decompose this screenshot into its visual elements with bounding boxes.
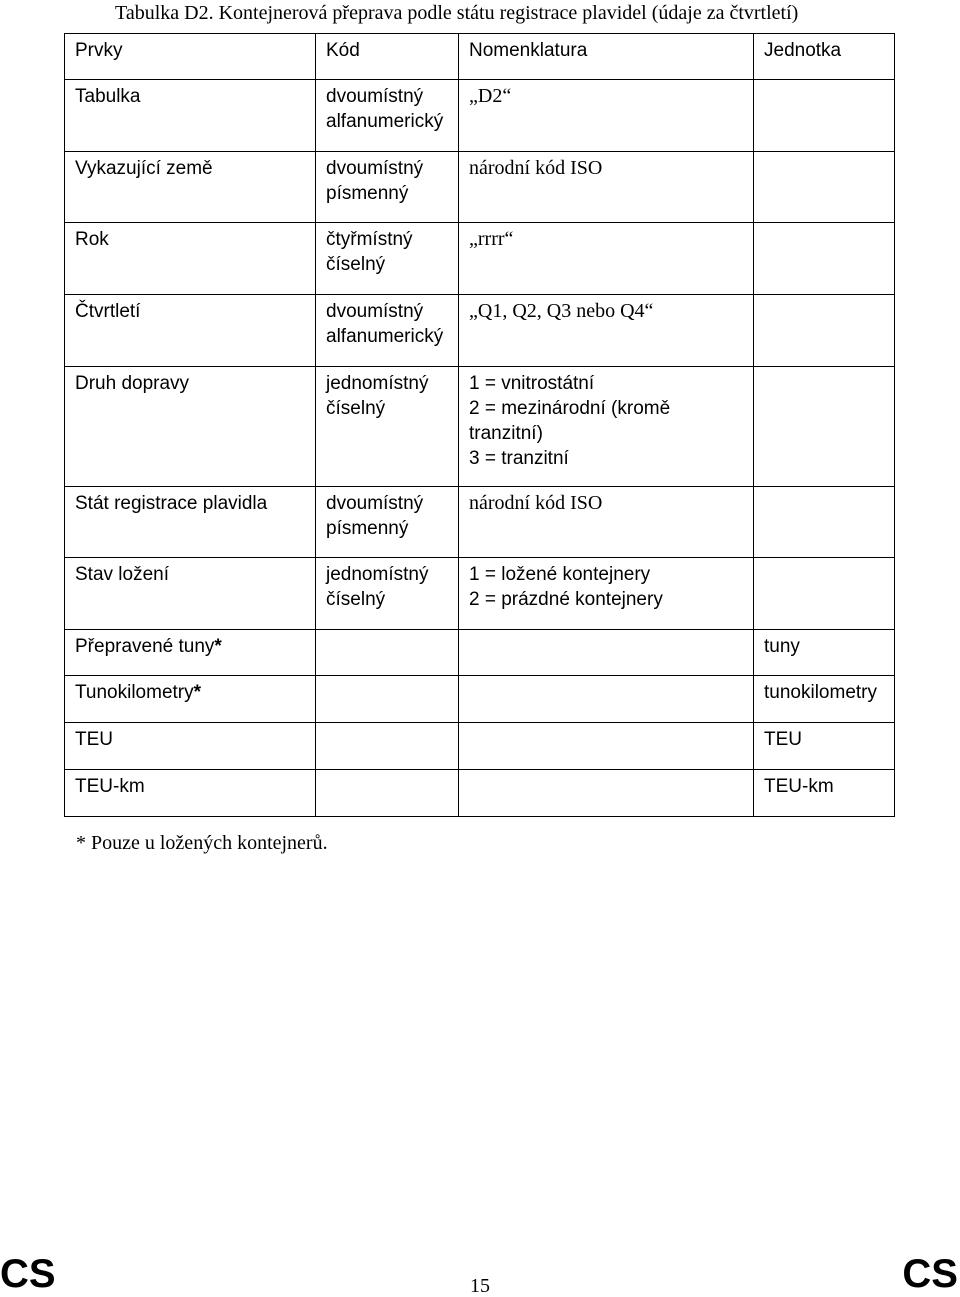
cell-kod-line: písmenný: [326, 518, 409, 539]
cell-nomenklatura: [459, 80, 754, 152]
language-mark-left: CS: [0, 1252, 56, 1296]
table-row: [65, 295, 895, 367]
table-row: [65, 630, 895, 676]
cell-prvek-text: Vykazující země: [75, 158, 213, 179]
cell-prvek-text: Stav ložení: [75, 564, 169, 585]
cell-kod-line: dvoumístný: [326, 158, 424, 179]
table-row: [65, 223, 895, 295]
cell-nomenklatura: [459, 723, 754, 770]
column-header-prvky: Prvky: [65, 34, 316, 80]
cell-jednotka: [754, 558, 895, 630]
cell-nomenklatura: [459, 487, 754, 558]
table-row: [65, 676, 895, 723]
cell-kod-line: alfanumerický: [326, 326, 444, 347]
cell-jednotka: [754, 80, 895, 152]
cell-kod-line: dvoumístný: [326, 493, 424, 514]
cell-kod-line: číselný: [326, 398, 386, 419]
cell-nomenklatura: [459, 367, 754, 487]
column-header-jednotka: Jednotka: [754, 34, 895, 80]
cell-jednotka: tunokilometry: [754, 676, 895, 723]
header-row: [65, 34, 895, 80]
cell-kod: [316, 152, 459, 223]
cell-nomenklatura: [459, 223, 754, 295]
cell-nomenklatura: [459, 152, 754, 223]
cell-prvek-text: Čtvrtletí: [75, 301, 141, 322]
cell-prvek: [65, 80, 316, 152]
cell-prvek: [65, 487, 316, 558]
cell-nomenklatura-line: národní kód ISO: [469, 492, 603, 514]
cell-kod: [316, 676, 459, 723]
table-row: [65, 367, 895, 487]
cell-jednotka: TEU: [754, 723, 895, 770]
table-row: [65, 723, 895, 770]
cell-prvek-text: Stát registrace plavidla: [75, 493, 268, 514]
table-row: [65, 487, 895, 558]
cell-kod: [316, 223, 459, 295]
cell-nomenklatura-line: národní kód ISO: [469, 157, 603, 179]
cell-kod-line: jednomístný: [326, 564, 429, 585]
data-table: [64, 33, 895, 817]
cell-nomenklatura-line: „D2“: [469, 85, 512, 107]
cell-prvek: [65, 295, 316, 367]
table-row: [65, 152, 895, 223]
column-header-nomenklatura: Nomenklatura: [459, 34, 754, 80]
cell-nomenklatura-line: „rrrr“: [469, 228, 514, 250]
cell-nomenklatura: [459, 770, 754, 817]
asterisk-marker: *: [214, 636, 222, 657]
cell-prvek: [65, 770, 316, 817]
table-row: [65, 558, 895, 630]
cell-prvek: [65, 676, 316, 723]
cell-prvek-text: Rok: [75, 229, 109, 250]
cell-kod: [316, 295, 459, 367]
cell-prvek: [65, 630, 316, 676]
cell-nomenklatura-line: 2 = prázdné kontejnery: [469, 589, 663, 610]
cell-jednotka: [754, 367, 895, 487]
language-mark-right: CS: [902, 1252, 958, 1296]
table-row: [65, 80, 895, 152]
cell-prvek-text: Tabulka: [75, 86, 141, 107]
page-number: 15: [470, 1275, 490, 1297]
cell-kod: [316, 630, 459, 676]
footnote: * Pouze u ložených kontejnerů.: [76, 832, 328, 854]
cell-nomenklatura-line: 3 = tranzitní: [469, 448, 569, 469]
cell-nomenklatura-line: 1 = vnitrostátní: [469, 373, 595, 394]
cell-prvek-text: Druh dopravy: [75, 373, 190, 394]
cell-prvek-text: Tunokilometry: [75, 682, 194, 703]
cell-kod-line: alfanumerický: [326, 111, 444, 132]
cell-nomenklatura-line: tranzitní): [469, 423, 543, 444]
asterisk-marker: *: [193, 682, 202, 703]
column-header-kod: Kód: [316, 34, 459, 80]
cell-prvek: [65, 723, 316, 770]
cell-kod: [316, 723, 459, 770]
cell-kod-line: dvoumístný: [326, 86, 424, 107]
cell-prvek: [65, 558, 316, 630]
cell-nomenklatura: [459, 558, 754, 630]
cell-nomenklatura: [459, 676, 754, 723]
cell-kod: [316, 80, 459, 152]
cell-kod: [316, 770, 459, 817]
cell-kod: [316, 487, 459, 558]
cell-jednotka: [754, 487, 895, 558]
cell-jednotka: [754, 295, 895, 367]
cell-prvek-text: TEU: [75, 729, 113, 750]
cell-nomenklatura-line: 1 = ložené kontejnery: [469, 564, 651, 585]
cell-nomenklatura: [459, 630, 754, 676]
cell-prvek: [65, 223, 316, 295]
table-row: [65, 770, 895, 817]
cell-nomenklatura-line: „Q1, Q2, Q3 nebo Q4“: [469, 300, 654, 322]
table-title: Tabulka D2. Kontejnerová přeprava podle státu registrace plavidel (údaje za čtvrtletí): [115, 2, 799, 24]
cell-kod-line: číselný: [326, 589, 386, 610]
cell-kod: [316, 367, 459, 487]
cell-nomenklatura-line: 2 = mezinárodní (kromě: [469, 398, 671, 419]
cell-kod: [316, 558, 459, 630]
cell-jednotka: [754, 152, 895, 223]
cell-prvek-text: Přepravené tuny: [75, 636, 215, 657]
cell-kod-line: písmenný: [326, 183, 409, 204]
cell-jednotka: tuny: [754, 630, 895, 676]
cell-jednotka: [754, 223, 895, 295]
cell-nomenklatura: [459, 295, 754, 367]
cell-jednotka: TEU-km: [754, 770, 895, 817]
cell-kod-line: dvoumístný: [326, 301, 424, 322]
cell-prvek: [65, 152, 316, 223]
cell-prvek-text: TEU-km: [75, 776, 145, 797]
cell-prvek: [65, 367, 316, 487]
cell-kod-line: číselný: [326, 254, 386, 275]
cell-kod-line: čtyřmístný: [326, 229, 413, 250]
cell-kod-line: jednomístný: [326, 373, 429, 394]
